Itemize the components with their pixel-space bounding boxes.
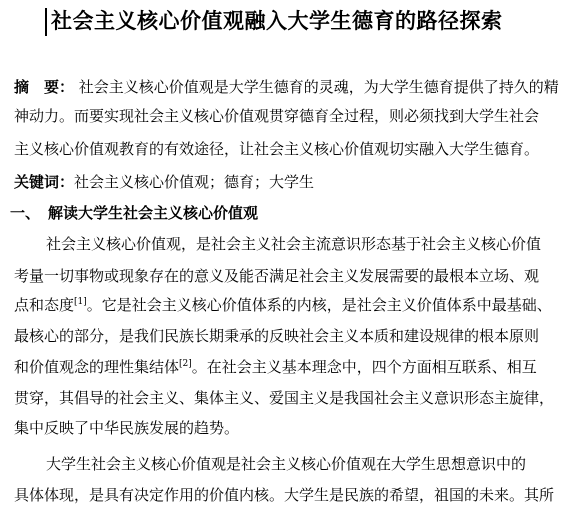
section-heading	[10, 202, 258, 224]
para1-line-2: 考量一切事物或现象存在的意义及能否满足社会主义发展需要的最根本立场、观	[14, 267, 540, 285]
para1-text-5b: 。在社会主义基本理念中，四个方面相互联系、相互	[191, 358, 537, 376]
keywords-label: 关键词：	[14, 173, 75, 191]
abstract-line-1	[14, 76, 559, 98]
keywords-line	[14, 171, 314, 193]
para2-line-1: 大学生社会主义核心价值观是社会主义核心价值观在大学生思想意识中的	[46, 455, 527, 473]
section-title: 解读大学生社会主义核心价值观	[48, 204, 259, 222]
citation-1: [1]	[74, 297, 87, 307]
citation-2: [2]	[179, 359, 192, 369]
text-cursor	[45, 8, 47, 36]
para1-line-7: 集中反映了中华民族发展的趋势。	[14, 419, 240, 437]
abstract-line-3: 主义核心价值观教育的有效途径，让社会主义核心价值观切实融入大学生德育。	[14, 140, 540, 158]
para1-line-5	[14, 356, 537, 378]
keywords-text: 社会主义核心价值观；德育；大学生	[74, 173, 315, 191]
document-title[interactable]: 社会主义核心价值观融入大学生德育的路径探索	[51, 9, 503, 33]
title-area	[45, 6, 585, 36]
para1-line-1: 社会主义核心价值观，是社会主义社会主流意识形态基于社会主义核心价值	[46, 235, 542, 253]
para1-line-3	[14, 294, 552, 316]
para1-line-4: 最核心的部分，是我们民族长期秉承的反映社会主义本质和建设规律的根本原则	[14, 327, 540, 345]
para1-line-6: 贯穿，其倡导的社会主义、集体主义、爱国主义是我国社会主义意识形态主旋律，	[14, 389, 555, 407]
para1-text-3a: 点和态度	[14, 296, 75, 314]
para2-line-2: 具体体现，是具有决定作用的价值内核。大学生是民族的希望，祖国的未来。其所	[14, 486, 555, 504]
para1-text-5a: 和价值观念的理性集结体	[14, 358, 180, 376]
abstract-label: 摘 要：	[14, 78, 75, 96]
section-number: 一、	[10, 204, 41, 222]
abstract-text-1: 社会主义核心价值观是大学生德育的灵魂，为大学生德育提供了持久的精	[78, 78, 559, 96]
abstract-line-2: 神动力。而要实现社会主义核心价值观贯穿德育全过程，则必须找到大学生社会	[14, 107, 540, 125]
para1-text-3b: 。它是社会主义核心价值体系的内核，是社会主义价值体系中最基础、	[86, 296, 552, 314]
